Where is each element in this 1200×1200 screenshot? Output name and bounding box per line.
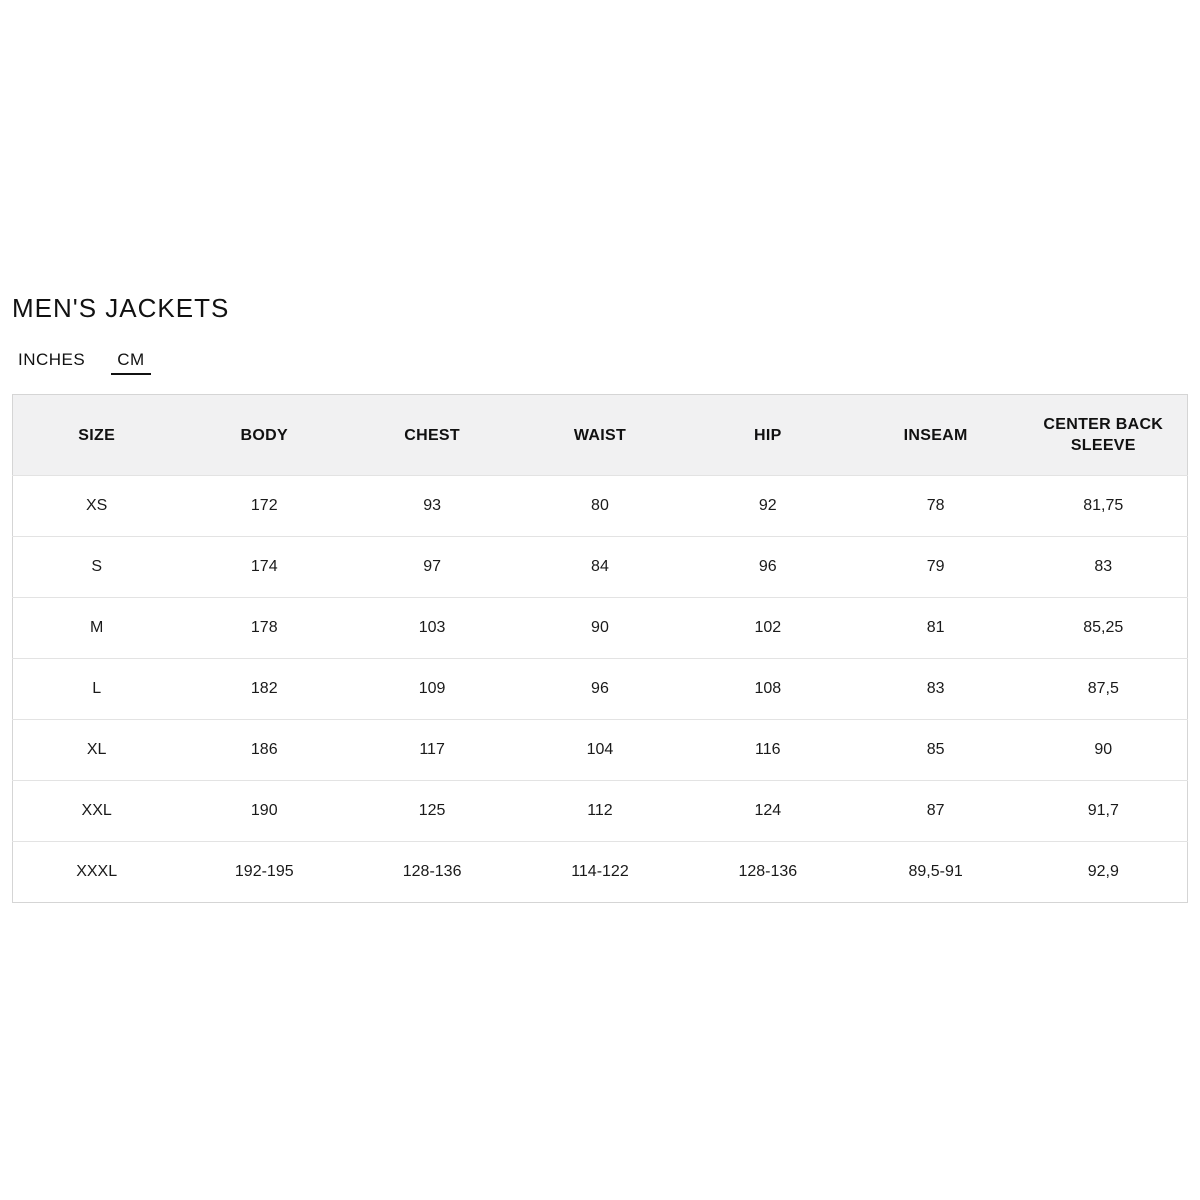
column-header-size: SIZE: [13, 395, 181, 476]
table-row-l: [13, 659, 1188, 720]
table-cell: 92: [684, 476, 852, 537]
table-cell: 81: [852, 598, 1020, 659]
table-cell: 83: [1020, 537, 1188, 598]
table-row-xxl: [13, 781, 1188, 842]
column-header-waist: WAIST: [516, 395, 684, 476]
table-row-xl: [13, 720, 1188, 781]
table-header-row: [13, 395, 1188, 476]
table-cell: 92,9: [1020, 842, 1188, 903]
table-cell: 97: [348, 537, 516, 598]
table-cell: 89,5-91: [852, 842, 1020, 903]
table-cell: 104: [516, 720, 684, 781]
table-cell: 112: [516, 781, 684, 842]
table-cell: 103: [348, 598, 516, 659]
size-cell: L: [13, 659, 181, 720]
table-cell: 125: [348, 781, 516, 842]
size-cell: S: [13, 537, 181, 598]
column-header-center-back-sleeve: CENTER BACK SLEEVE: [1020, 395, 1188, 476]
size-chart-table: [12, 394, 1188, 903]
table-cell: 85,25: [1020, 598, 1188, 659]
table-cell: 93: [348, 476, 516, 537]
table-cell: 128-136: [684, 842, 852, 903]
size-cell: XXXL: [13, 842, 181, 903]
table-cell: 79: [852, 537, 1020, 598]
column-header-hip: HIP: [684, 395, 852, 476]
table-cell: 84: [516, 537, 684, 598]
page-title: MEN'S JACKETS: [12, 293, 230, 323]
table-cell: 117: [348, 720, 516, 781]
size-cell: XS: [13, 476, 181, 537]
table-cell: 114-122: [516, 842, 684, 903]
table-cell: 108: [684, 659, 852, 720]
table-cell: 109: [348, 659, 516, 720]
table-cell: 124: [684, 781, 852, 842]
table-cell: 85: [852, 720, 1020, 781]
table-row-s: [13, 537, 1188, 598]
table-cell: 186: [180, 720, 348, 781]
table-cell: 174: [180, 537, 348, 598]
size-cell: XXL: [13, 781, 181, 842]
column-header-chest: CHEST: [348, 395, 516, 476]
size-cell: XL: [13, 720, 181, 781]
table-row-m: [13, 598, 1188, 659]
table-cell: 128-136: [348, 842, 516, 903]
table-cell: 192-195: [180, 842, 348, 903]
table-header: [13, 395, 1188, 476]
table-row-xs: [13, 476, 1188, 537]
table-cell: 172: [180, 476, 348, 537]
table-cell: 87,5: [1020, 659, 1188, 720]
table-cell: 182: [180, 659, 348, 720]
table-cell: 102: [684, 598, 852, 659]
unit-option-cm[interactable]: CM: [111, 350, 150, 375]
column-header-body: BODY: [180, 395, 348, 476]
table-cell: 190: [180, 781, 348, 842]
table-cell: 83: [852, 659, 1020, 720]
table-row-xxxl: [13, 842, 1188, 903]
table-cell: 81,75: [1020, 476, 1188, 537]
table-cell: 78: [852, 476, 1020, 537]
table-cell: 116: [684, 720, 852, 781]
column-header-inseam: INSEAM: [852, 395, 1020, 476]
table-cell: 87: [852, 781, 1020, 842]
table-cell: 96: [684, 537, 852, 598]
table-cell: 90: [516, 598, 684, 659]
table-cell: 90: [1020, 720, 1188, 781]
table-cell: 96: [516, 659, 684, 720]
unit-option-inches[interactable]: INCHES: [12, 350, 91, 375]
table-body: [13, 476, 1188, 903]
table-cell: 91,7: [1020, 781, 1188, 842]
table-cell: 80: [516, 476, 684, 537]
size-cell: M: [13, 598, 181, 659]
table-cell: 178: [180, 598, 348, 659]
unit-toggle: [12, 350, 1188, 375]
